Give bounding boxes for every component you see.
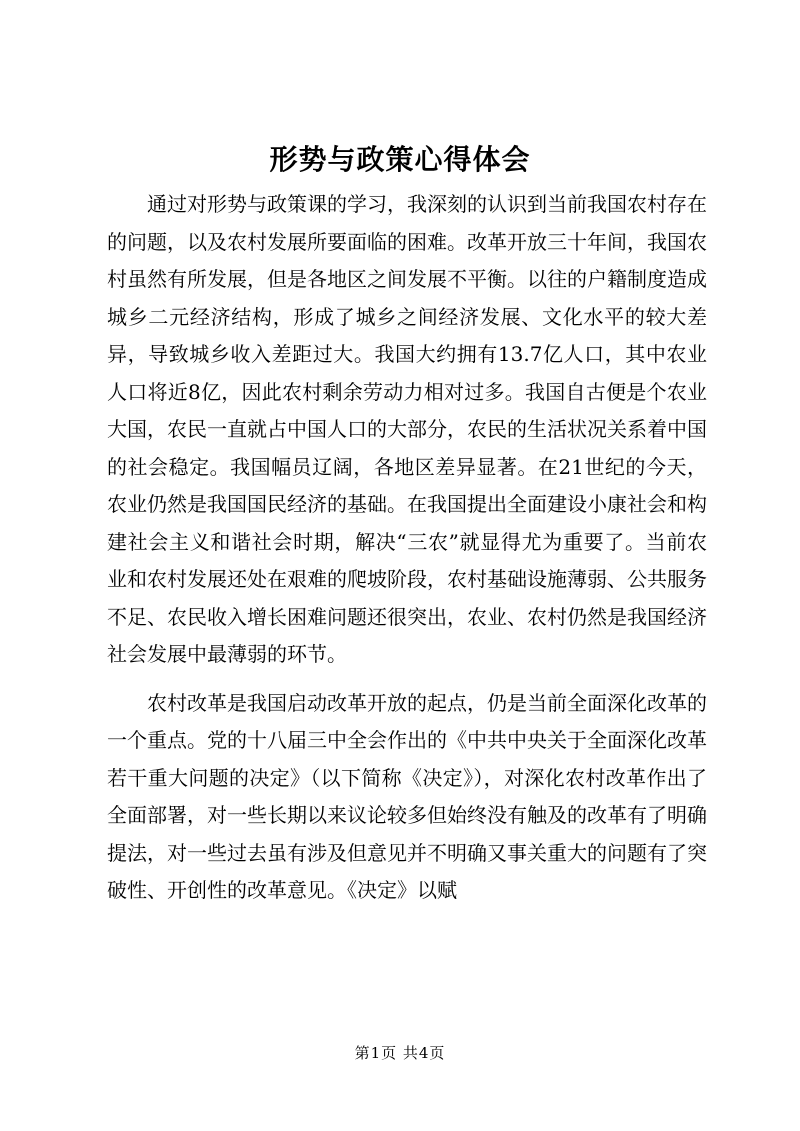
document-title: 形势与政策心得体会 [269,143,531,176]
paragraph-1: 通过对形势与政策课的学习，我深刻的认识到当前我国农村存在的问题，以及农村发展所要面临的困难。改革开放三十年间，我国农村虽然有所发展，但是各地区之间发展不平衡。以往的户籍制度造成城乡二元经济结构，形成了城乡之间经济发展、文化水平的较大差异，导致城乡收入差距过大。我国大约拥有13.7亿人口，其中农业人口将近8亿，因此农村剩余劳动力相对过多。我国自古便是个农业大国，农民一直就占中国人口的大部分，农民的生活状况关系着中国的社会稳定。我国幅员辽阔，各地区差异显著。在21世纪的今天，农业仍然是我国国民经济的基础。在我国提出全面建设小康社会和构建社会主义和谐社会时期，解决“三农”就显得尤为重要了。当前农业和农村发展还处在艰难的爬坡阶段，农村基础设施薄弱、公共服务不足、农民收入增长困难问题还很突出，农业、农村仍然是我国经济社会发展中最薄弱的环节。 [107,192,707,666]
document-body [107,186,707,910]
paragraph-2: 农村改革是我国启动改革开放的起点，仍是当前全面深化改革的一个重点。党的十八届三中全会作出的《中共中央关于全面深化改革若干重大问题的决定》（以下简称《决定》），对深化农村改革作出了全面部署，对一些长期以来议论较多但始终没有触及的改革有了明确提法，对一些过去虽有涉及但意见并不明确又事关重大的问题有了突破性、开创性的改革意见。《决定》以赋 [107,690,707,902]
page-number-footer: 第1页 共4页 [354,1044,446,1062]
